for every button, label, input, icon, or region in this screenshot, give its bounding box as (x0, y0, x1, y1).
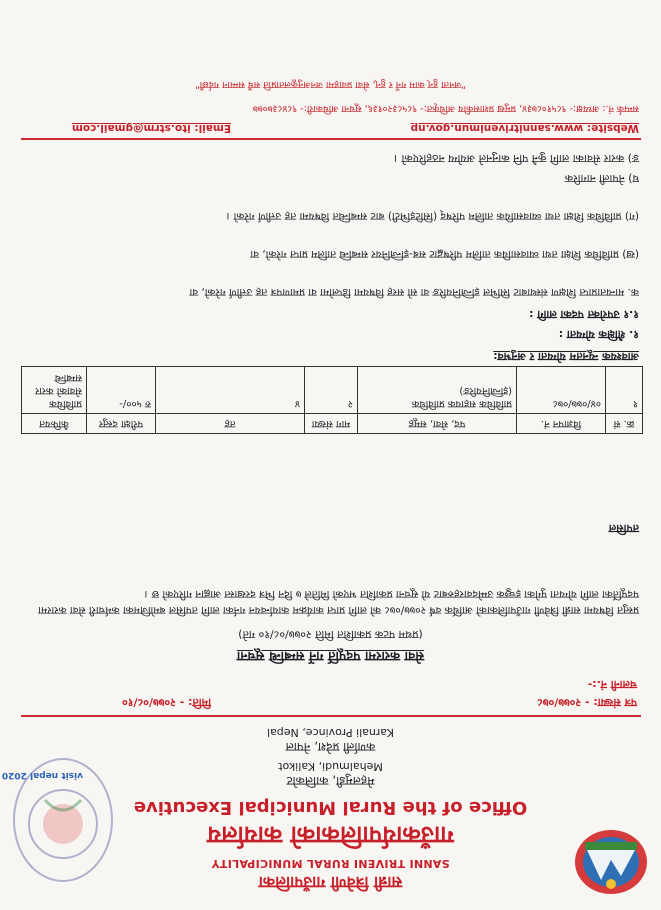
schedule-title: तपसिल (608, 522, 639, 535)
notice-subtitle: (प्रथम पटक प्रकाशित मिति २०७७/०८/१० गते) (238, 628, 423, 641)
address-nepali: मेहलमुडी, कालिकोट (286, 774, 375, 788)
municipality-name-english: SANNI TRIVENI RURAL MUNICIPALITY (211, 857, 450, 870)
table-row (22, 367, 643, 414)
municipality-name-nepali: सान्नी त्रिवेणी गाउँपालिका (258, 873, 403, 892)
website-link[interactable]: Website: www.sannitrivenimun.gov.np (410, 122, 639, 134)
requirement-item: (ग) प्राविधिक शिक्षा तथा व्यावसायिक तालिम परिषद् (सिटिइभिटी) बाट सम्बन्धित विषयमा तह उत्तीर्ण गरेको । (226, 210, 639, 222)
table-header-cell: कैफियत (22, 414, 87, 434)
requirement-item: घ) नेपाली नागरिक (564, 172, 639, 185)
address-english: Mehalmudi, Kalikot (278, 760, 383, 773)
table-cell: ०४/०७७/०७८ (517, 367, 606, 414)
table-cell: रु ५००/- (87, 367, 156, 414)
office-name-english: Office of the Rural Municipal Executive (133, 797, 528, 818)
table-cell: प्राविधिक सेवाको करार सम्बन्धि (22, 367, 87, 414)
letter-date: मिति: - २०७७/०८/१० (122, 696, 211, 709)
table-cell: प्राविधिक सहायक प्राविधिक (इन्जिनियरिङ) (358, 367, 517, 414)
chalani-number: चलानी नं.:- (587, 678, 637, 691)
table-cell: २ (305, 367, 358, 414)
header-rule (21, 715, 641, 717)
requirement-item: १.१ उपरोक्त पदका लागि : (529, 308, 639, 321)
requirement-item: (ख) प्राविधिक शिक्षा तथा व्यावसायिक तालिम परिषद्बाट सब-इन्जिनियर सम्बन्धि तालिम प्राप्त गरेको, वा (250, 248, 639, 260)
requirements-heading: आवश्यक न्यूनतम योग्यता र अनुभव: (493, 350, 639, 363)
table-cell: ४ (156, 367, 305, 414)
requirement-item: १. शैक्षिक योग्यता : (558, 328, 639, 341)
notice-title: सेवा करारमा पदपूर्ति गर्ने सम्बन्धि सूचना (236, 648, 425, 663)
table-header-cell: क्र. सं (606, 414, 643, 434)
notice-intro: प्रस्तुत विषयमा सान्नी त्रिवेणी गाउँपालिकाको आर्थिक वर्ष २०७७/०७८ को लागि प्राप्त कार्यक्रम कार्यान्वयन गर्नका लागि तपसिल बमोजिमका कर्मचारी सेवा करारमा पदपूर्तिका लागि योग्यता पुगेका इच्छुक उम्मेदवारहरुबाट यो सूचना प्रकाशित भएको मितिले ७ दिन भित्र दरखास्त आह्वान गरिएको छ । (38, 587, 639, 616)
table-header-cell: तह (156, 414, 305, 434)
vacancy-table (21, 366, 643, 434)
contact-numbers: सम्पर्क नं.: अध्यक्ष:- ९८५१०८७३४, प्रमुख प्रशासकीय अधिकृत:- ९८५८३२०१३६, सूचना अधिकारी:- ९८४८३७०७७ (252, 103, 639, 114)
letter-number: पत्र संख्या: - २०७७/०७८ (537, 696, 637, 709)
email-link[interactable]: Email: ito.strm@gmail.com (71, 122, 231, 134)
table-header-cell: परीक्षा दस्तुर (87, 414, 156, 434)
table-header-row (22, 414, 643, 434)
table-header-cell: विज्ञापन नं. (517, 414, 606, 434)
motto: "जनता हुन् काम गर्ने र हुन्, सेवा प्रवाहमा जनअनुकूलताप्रति सधैं सम्मान गर्दछौं" (195, 79, 466, 90)
footer-rule (21, 138, 641, 140)
requirement-item: क. मान्यताप्राप्त शिक्षण संस्थाबाट सिभिल इन्जिनियरिङ वा सो सरह विषयमा डिप्लोमा वा प्रमाणपत्र तह उत्तीर्ण गरेको, वा (189, 286, 639, 298)
province-nepali: कर्णाली प्रदेश, नेपाल (285, 740, 376, 754)
table-cell: १ (606, 367, 643, 414)
stamp-text: visit nepal 2020 (1, 770, 83, 780)
table-header-cell: पद, सेवा, समूह (358, 414, 517, 434)
table-header-cell: माग संख्या (305, 414, 358, 434)
province-english: Karnali Province, Nepal (267, 726, 394, 739)
office-name-nepali: गाउँकार्यपालिकाको कार्यालय (207, 821, 454, 849)
requirement-item: ङ) करार सेवाका लागि कुनै पनि कानुनले अयोग्य नठहरिएको । (393, 152, 639, 165)
